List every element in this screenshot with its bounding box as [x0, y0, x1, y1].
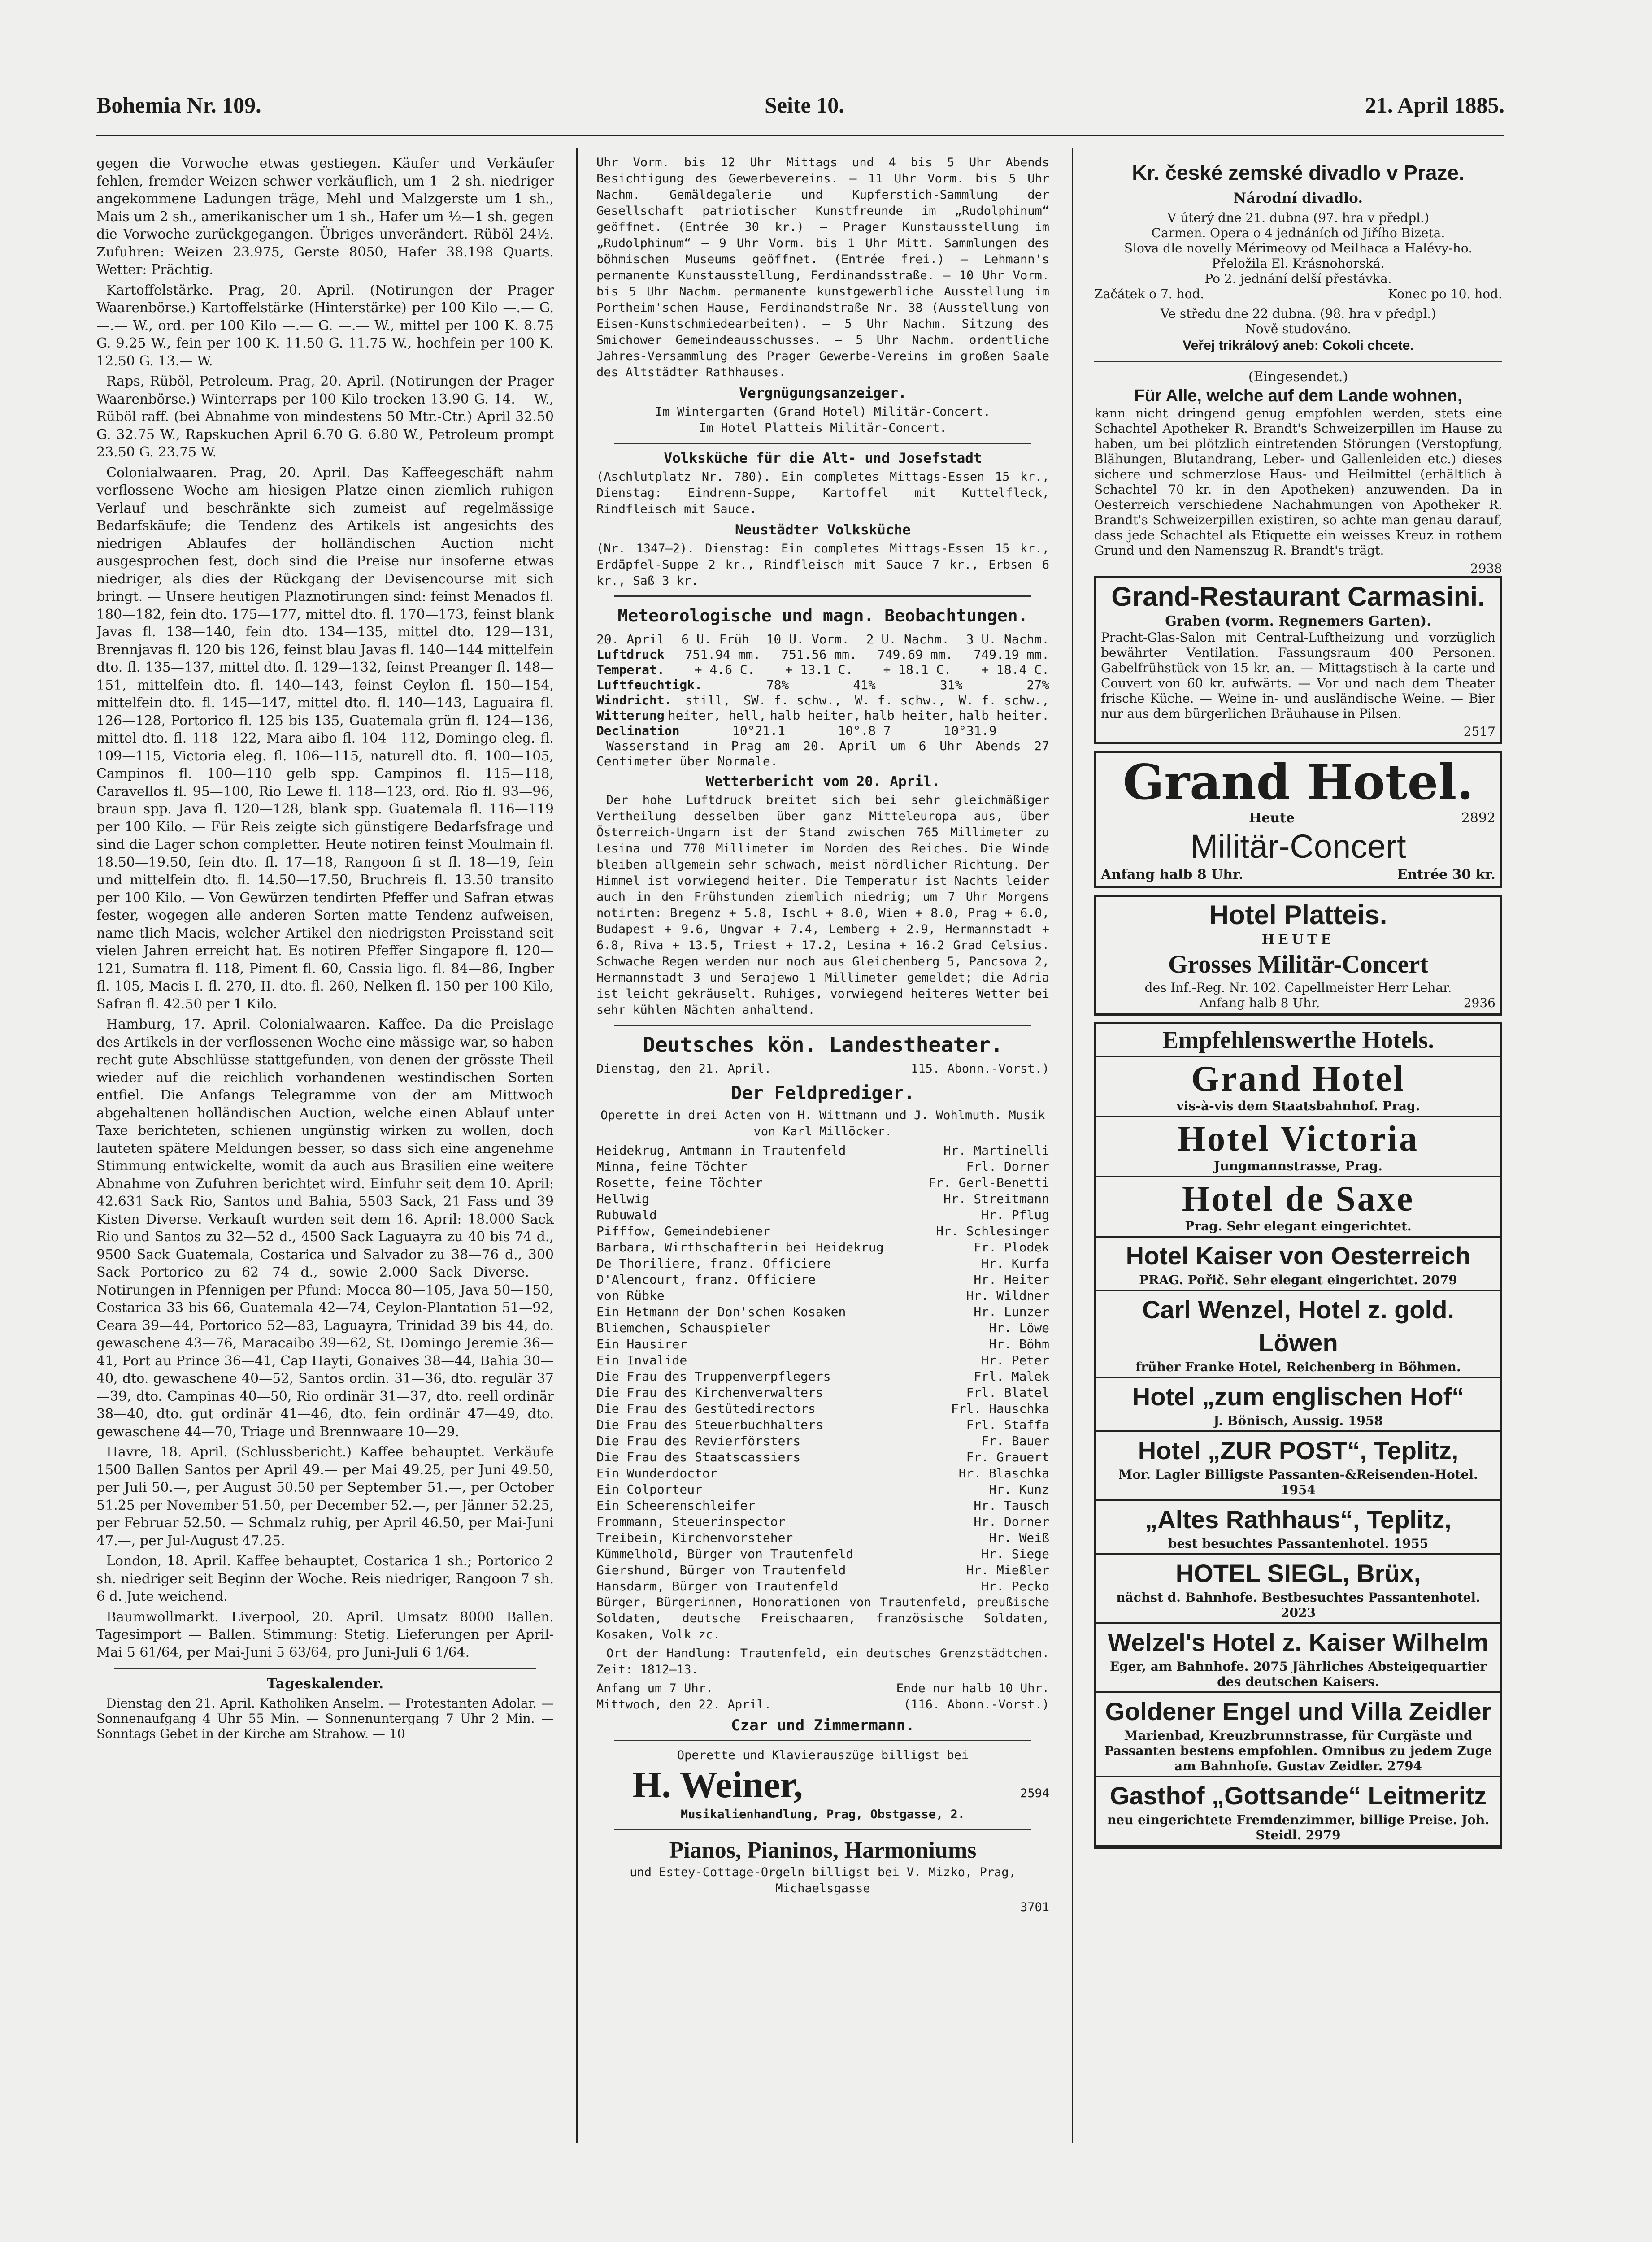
- weather-label: Windricht.: [596, 693, 672, 708]
- eingesendet-text: kann nicht dringend genug empfohlen werden, stets eine Schachtel Apotheker R. Brandt's Schweizerpillen im Hause zu haben, um bei plötzlich eintretenden Störungen (Verstopfung, Blähungen, Blutandrang, Leber- und Gallenleiden etc.) dieses sichere und schmerzlose Haus- und Heilmittel (erhältlich à Schachtel 70 kr. in den Apotheken) anzuwenden. Da in Oesterreich verschiedene Nachahmungen von Apotheker R. Brandt's Schweizerpillen existiren, so achte man genau darauf, dass jede Schachtel als Etiquette ein weisses Kreuz in rothem Grund und den Namenszug R. Brandt's trägt.: [1094, 405, 1502, 558]
- cast-actor: Frl. Staffa: [966, 1417, 1049, 1432]
- recommended-hotels: [1094, 1022, 1502, 1849]
- cast-row: [596, 1482, 1049, 1498]
- weather-row: [596, 693, 1049, 708]
- weiner-name: H. Weiner,: [632, 1764, 803, 1806]
- cast-actor: Frl. Malek: [974, 1369, 1049, 1384]
- cast-row: [596, 1159, 1049, 1175]
- cast-role: Treibein, Kirchenvorsteher: [596, 1530, 793, 1545]
- advertisements-column: [1094, 155, 1502, 2141]
- hotel-name: Hotel Kaiser von Oesterreich: [1126, 1241, 1471, 1270]
- eingesendet-headline: Für Alle, welche auf dem Lande wohnen,: [1134, 386, 1462, 405]
- cast-actor: Hr. Blaschka: [958, 1466, 1049, 1481]
- cast-actor: Hr. Wildner: [966, 1288, 1049, 1303]
- carmasini-ad: [1094, 576, 1502, 745]
- theatre-extras: Bürger, Bürgerinnen, Honorationen von Trautenfeld, preußische Soldaten, deutsche Freischaaren, französische Soldaten, Kosaken, Volk zc.: [596, 1595, 1049, 1642]
- weather-label: Declination: [596, 723, 680, 738]
- market-paragraph: gegen die Vorwoche etwas gestiegen. Käufer und Verkäufer fehlen, fremder Weizen schwer verkäuflich, um 1—2 sh. niedriger angekommene Ladungen träge, Mehl und Malzgerste um 1 sh., Mais um 2 sh., amerikanischer um 1 sh., Hafer um ½—1 sh. gegen die Vorwoche zurückgegangen. Übriges unverändert. Rüböl 24½. Zufuhren: Weizen 23.975, Gerste 8050, Hafer 38.198 Quarts. Wetter: Prächtig.: [96, 156, 554, 278]
- czech-theatre-play: Veřej trikrálový aneb: Cokoli chcete.: [1182, 338, 1414, 353]
- entertainment-item: Im Hotel Platteis Militär-Concert.: [699, 421, 947, 435]
- hotel-entry: [1096, 1177, 1500, 1238]
- cast-row: [596, 1352, 1049, 1369]
- hotel-name: Hotel de Saxe: [1182, 1179, 1415, 1219]
- cast-role: Ein Hausirer: [596, 1337, 687, 1351]
- hotel-entry: [1096, 1501, 1500, 1555]
- weather-row: [596, 662, 1049, 678]
- hotel-platteis-ad: [1094, 895, 1502, 1016]
- weather-value: 10°.8 7: [838, 723, 891, 738]
- pianos-number: 3701: [1020, 1900, 1049, 1914]
- cast-row: [596, 1304, 1049, 1320]
- hotel-details: Jungmannstrasse, Prag.: [1214, 1158, 1382, 1173]
- hotel-details: J. Bönisch, Aussig. 1958: [1213, 1413, 1383, 1428]
- forecast-title: Wetterbericht vom 20. April.: [705, 773, 940, 790]
- hotel-entry: [1096, 1624, 1500, 1693]
- weather-value: 41%: [853, 678, 876, 692]
- cast-row: [596, 1175, 1049, 1191]
- cast-role: De Thoriliere, franz. Officiere: [596, 1256, 831, 1271]
- next-abonnement: (116. Abonn.-Vorst.): [903, 1698, 1049, 1712]
- divider: [614, 1740, 1031, 1741]
- cast-actor: Hr. Streitmann: [943, 1191, 1049, 1206]
- cast-role: Heidekrug, Amtmann in Trautenfeld: [596, 1143, 846, 1158]
- cast-role: Die Frau des Truppenverpflegers: [596, 1369, 831, 1384]
- platteis-start: Anfang halb 8 Uhr.: [1200, 995, 1320, 1010]
- cast-role: Hansdarm, Bürger von Trautenfeld: [596, 1579, 839, 1594]
- cast-role: Bliemchen, Schauspieler: [596, 1321, 770, 1335]
- weather-row: [596, 708, 1049, 723]
- market-paragraph: Havre, 18. April. (Schlussbericht.) Kaffee behauptet. Verkäufe 1500 Ballen Santos per April 49.— per Mai 49.25, per Juni 49.50, per Juli 50.—, per August 50.50 per September 51.—, per October 51.25 per November 51.50, per December 52.—, per Jänner 52.25, per Februar 52.50. — Schmalz ruhig, per April 46.50, per Mai-Juni 47.—, per Jul-August 47.25.: [96, 1444, 554, 1549]
- cast-actor: Hr. Löwe: [989, 1321, 1049, 1335]
- cast-actor: Fr. Plodek: [974, 1240, 1049, 1255]
- carmasini-text: Pracht-Glas-Salon mit Central-Luftheizung und vorzüglich bewährter Ventilation. Fassungsraum 400 Personen. Gabelfrühstück von 15 kr. an. — Mittagstisch à la carte und Couvert von 60 kr. aufwärts. — Vor und nach dem Theater frische Küche. — Weine in- und ausländische Weine. — Bier nur aus dem bürgerlichen Bräuhause in Pilsen.: [1101, 630, 1495, 721]
- local-notices-column: [596, 155, 1049, 2141]
- pianos-title: Pianos, Pianinos, Harmoniums: [669, 1838, 977, 1863]
- calendar-text: Dienstag den 21. April. Katholiken Anselm. — Protestanten Adolar. — Sonnenaufgang 4 Uhr 55 Min. — Sonnenuntergang 7 Uhr 2 Min. — Sonntags Gebet in der Kirche am Strahow. — 10: [96, 1695, 554, 1741]
- weather-value: heiter, hell,: [668, 708, 766, 723]
- cast-row: [596, 1530, 1049, 1546]
- weather-label: Witterung: [596, 708, 665, 723]
- cast-role: Pifffow, Gemeindebiener: [596, 1224, 770, 1238]
- weather-value: 10°21.1: [732, 723, 786, 738]
- weather-row: [596, 678, 1049, 693]
- weather-value: 10°31.9: [943, 723, 997, 738]
- czech-theatre-line: Nově studováno.: [1245, 321, 1352, 336]
- kitchen-title: Volksküche für die Alt- und Josefstadt: [664, 450, 982, 466]
- cast-row: [596, 1385, 1049, 1401]
- hotel-details: neu eingerichtete Fremdenzimmer, billige Preise. Joh. Steidl. 2979: [1107, 1812, 1490, 1842]
- column-rule-2: [1072, 148, 1073, 2143]
- weather-title: Meteorologische und magn. Beobachtungen.: [617, 606, 1028, 626]
- weather-value: still,: [685, 693, 730, 708]
- divider: [614, 1025, 1031, 1026]
- hotel-entry: [1096, 1693, 1500, 1777]
- cast-role: Die Frau des Revierförsters: [596, 1434, 801, 1448]
- hotel-entry: [1096, 1057, 1500, 1117]
- cast-role: Kümmelhold, Bürger von Trautenfeld: [596, 1547, 854, 1561]
- czech-start: Začátek o 7. hod.: [1094, 286, 1204, 301]
- hotel-details: Marienbad, Kreuzbrunnstrasse, für Curgäste und Passanten bestens empfohlen. Omnibus zu jedem Zuge am Bahnhofe. Gustav Zeidler. 2794: [1104, 1728, 1492, 1773]
- weather-value: SW. f. schw.,: [743, 693, 842, 708]
- hotel-entry: [1096, 1432, 1500, 1501]
- grand-hotel-title: Grand Hotel.: [1122, 754, 1474, 811]
- cast-row: [596, 1272, 1049, 1288]
- cast-actor: Hr. Mießler: [966, 1563, 1049, 1577]
- divider: [614, 443, 1031, 444]
- market-paragraph: Baumwollmarkt. Liverpool, 20. April. Umsatz 8000 Ballen. Tagesimport — Ballen. Stimmung: Stetig. Lieferungen per April-Mai 5 61/64, per Mai-Juni 5 63/64, pro Juni-Juli 6 1/64.: [96, 1609, 554, 1660]
- carmasini-title: Grand-Restaurant Carmasini.: [1111, 581, 1485, 612]
- hotel-name: HOTEL SIEGL, Brüx,: [1175, 1559, 1421, 1587]
- next-performance-row: [596, 1697, 1049, 1713]
- weather-time: 3 U. Nachm.: [966, 632, 1049, 647]
- market-paragraph: Kartoffelstärke. Prag, 20. April. (Notirungen der Prager Waarenbörse.) Kartoffelstärke (Hinterstärke) per 100 Kilo —.— G. —.— W., ord. per 100 Kilo —.— G. —.— W., mittel per 100 K. 8.75 G. 9.25 W., fein per 100 K. 11.50 G. 11.75 W., hochfein per 100 K. 12.50 G. 13.— W.: [96, 282, 554, 369]
- cast-row: [596, 1369, 1049, 1385]
- calendar-title: Tageskalender.: [266, 1676, 384, 1692]
- cast-role: Giershund, Bürger von Trautenfeld: [596, 1563, 846, 1577]
- weiner-number: 2594: [1020, 1786, 1049, 1800]
- cast-row: [596, 1465, 1049, 1482]
- cast-actor: Frl. Blatel: [966, 1385, 1049, 1400]
- grand-hotel-info: [1101, 866, 1495, 884]
- cast-row: [596, 1449, 1049, 1465]
- grand-hotel-entry: Entrée 30 kr.: [1397, 866, 1495, 882]
- eingesendet-number: 2938: [1470, 560, 1502, 576]
- cast-role: Minna, feine Töchter: [596, 1159, 748, 1174]
- hotel-details: PRAG. Pořič. Sehr elegant eingerichtet. 2079: [1139, 1272, 1457, 1287]
- kitchen-text: (Nr. 1347—2). Dienstag: Ein completes Mittags-Essen 15 kr., Erdäpfel-Suppe 2 kr., Rindfleisch mit Sauce 7 kr., Erbsen 6 kr., Saß 3 kr.: [596, 542, 1049, 588]
- market-paragraph: Raps, Rüböl, Petroleum. Prag, 20. April. (Notirungen der Prager Waarenbörse.) Winterraps per 100 Kilo trocken 13.90 G. 14.— W., Rüböl raff. (bei Abnahme von mindestens 50 Mtr.-Ctr.) April 32.50 G. 32.75 W., Rapskuchen April 6.70 G. 6.80 W., Petroleum prompt 23.50 G. 23.75 W.: [96, 374, 554, 460]
- cast-role: Die Frau des Kirchenverwalters: [596, 1385, 823, 1400]
- next-play: Czar und Zimmermann.: [731, 1716, 915, 1734]
- cast-row: [596, 1498, 1049, 1514]
- cast-role: Ein Scheerenschleifer: [596, 1498, 756, 1513]
- platteis-concert: Grosses Militär-Concert: [1168, 950, 1429, 978]
- weiner-address: Musikalienhandlung, Prag, Obstgasse, 2.: [681, 1808, 965, 1821]
- play-subtitle: Operette in drei Acten von H. Wittmann und J. Wohlmuth. Musik von Karl Millöcker.: [600, 1108, 1045, 1138]
- cast-role: Hellwig: [596, 1191, 650, 1206]
- hotel-entry: [1096, 1777, 1500, 1847]
- cast-actor: Hr. Pflug: [981, 1208, 1049, 1222]
- cast-row: [596, 1336, 1049, 1352]
- weather-value: W. f. schw.,: [855, 693, 946, 708]
- weather-value: 27%: [1026, 678, 1049, 692]
- hotel-name: Gasthof „Gottsande“ Leitmeritz: [1109, 1781, 1487, 1810]
- cast-role: Ein Wunderdoctor: [596, 1466, 717, 1481]
- theatre-end: Ende nur halb 10 Uhr.: [896, 1682, 1049, 1695]
- platteis-title: Hotel Platteis.: [1209, 900, 1387, 930]
- platteis-text: des Inf.-Reg. Nr. 102. Capellmeister Herr Lehar.: [1144, 980, 1452, 995]
- carmasini-subtitle: Graben (vorm. Regnemers Garten).: [1165, 613, 1431, 629]
- hotel-entry: [1096, 1555, 1500, 1624]
- weather-time: 2 U. Nachm.: [866, 632, 949, 647]
- hotel-entry: [1096, 1117, 1500, 1177]
- weather-value: 751.94 mm.: [685, 647, 761, 662]
- weather-value: 751.56 mm.: [781, 647, 857, 662]
- czech-theatre-line: Ve středu dne 22 dubna. (98. hra v předpl.): [1160, 306, 1436, 321]
- weather-value: + 13.1 C.: [785, 662, 853, 677]
- cast-row: [596, 1143, 1049, 1159]
- hotel-name: Grand Hotel: [1191, 1059, 1405, 1099]
- next-date: Mittwoch, den 22. April.: [596, 1698, 772, 1712]
- weather-label: Luftdruck: [596, 647, 665, 662]
- hotel-entry: [1096, 1291, 1500, 1378]
- header-rule: [96, 135, 1504, 136]
- hotel-name: Welzel's Hotel z. Kaiser Wilhelm: [1108, 1628, 1489, 1656]
- cast-actor: Hr. Dorner: [974, 1514, 1049, 1529]
- weather-label: Luftfeuchtigk.: [596, 678, 703, 692]
- cast-list: [596, 1143, 1049, 1595]
- czech-end: Konec po 10. hod.: [1387, 286, 1502, 301]
- theatre-abonnement: 115. Abonn.-Vorst.): [911, 1062, 1049, 1076]
- market-paragraph: Colonialwaaren. Prag, 20. April. Das Kaffeegeschäft nahm verflossene Woche am hiesigen Platze einen ziemlich ruhigen Verlauf und beschränkte sich zumeist auf regelmässige Bedarfskäufe; die Tendenz des Artikels ist angesichts des niedrigen Ablaufes der holländischen Auction nicht ausgesprochen fest, doch sind die Preise nur insoferne etwas niedriger, als dies der Rückgang der Devisencourse mit sich bringt. — Unsere heutigen Plaznotirungen sind: feinst Menados fl. 180—182, fein dto. 175—177, mittel dto. fl. 170—173, feinst blank Javas fl. 138—140, fein dto. 134—135, mittel dto. 129—131, Brennjavas fl. 120 bis 126, feinst blau Javas fl. 140—144 mittelfein dto. fl. 135—137, mittel dto. fl. 129—132, feinst Preanger fl. 148—151, mittelfein dto. fl. 140—143, feinst Ceylon fl. 150—154, mittelfein dto. fl. 145—147, mittel dto. fl. 140—143, Laguaira fl. 126—128, Portorico fl. 125 bis 135, Guatemala grün fl. 124—136, mittel dto. fl. 118—122, Mara aibo fl. 104—112, Domingo eleg. fl. 109—115, Victoria eleg. fl. 106—115, naturell dto. fl. 100—105, Campinos fl. 100—110 gelb spp. Campinos fl. 115—118, Caravellos fl. 95—100, Rio Lewe fl. 118—123, ord. Rio fl. 93—96, braun spp. Java fl. 120—128, blank spp. Guatemala fl. 116—119 per 100 Kilo. — Für Reis zeigte sich günstigere Bedarfsfrage und sind die Lager schon completter. Heute notiren feinst Moulmain fl. 18.50—19.50, fein dto. fl. 17—18, Rangoon fi st fl. 18—19, fein und mittelfein dto. fl. 14.50—17.50, Bruchreis fl. 13.50 transito per 100 Kilo. — Von Gewürzen tendirten Pfeffer und Safran etwas fester, wogegen alle anderen Sorten matte Tendenz aufweisen, name tlich Macis, welcher Artikel den niedrigsten Preisstand seit vielen Jahren erreicht hat. Es notiren Pfeffer Singapore fl. 120—121, Sumatra fl. 118, Piment fl. 60, Cassia ligo. fl. 84—86, Ingber fl. 105, Macis I. fl. 270, II. dto. fl. 260, Nelken fl. 150 per 100 Kilo, Safran fl. 42.50 per 1 Kilo.: [96, 465, 554, 1012]
- czech-theatre-line: Slova dle novelly Mérimeovy od Meilhaca a Halévy-ho.: [1124, 240, 1473, 256]
- czech-theatre-line: Carmen. Opera o 4 jednáních od Jiřího Bizeta.: [1151, 225, 1445, 240]
- cast-row: [596, 1401, 1049, 1417]
- theatre-times: [596, 1681, 1049, 1697]
- hotel-entry: [1096, 1378, 1500, 1432]
- weather-value: halb heiter,: [864, 708, 955, 723]
- cast-actor: Hr. Pecko: [981, 1579, 1049, 1594]
- grand-hotel-concert: Militär-Concert: [1190, 827, 1406, 865]
- weather-label: Temperat.: [596, 662, 665, 677]
- column-rule-1: [576, 148, 578, 2143]
- issue-number: Bohemia Nr. 109.: [96, 92, 261, 117]
- weiner-tagline: Operette und Klavierauszüge billigst bei: [677, 1748, 969, 1762]
- cast-role: Frommann, Steuerinspector: [596, 1514, 786, 1529]
- hotel-details: Eger, am Bahnhofe. 2075 Jährliches Absteigequartier des deutschen Kaisers.: [1109, 1659, 1487, 1689]
- hotel-details: Prag. Sehr elegant eingerichtet.: [1185, 1218, 1412, 1234]
- weather-value: W. f. schw.,: [958, 693, 1049, 708]
- cast-actor: Frl. Dorner: [966, 1159, 1049, 1174]
- water-level: Wasserstand in Prag am 20. April um 6 Uhr Abends 27 Centimeter über Normale.: [596, 739, 1049, 769]
- grand-hotel-number: 2892: [1461, 810, 1495, 826]
- cast-actor: Hr. Martinelli: [943, 1143, 1049, 1158]
- cast-actor: Hr. Weiß: [989, 1530, 1049, 1545]
- cast-row: [596, 1223, 1049, 1239]
- cast-role: Ein Colporteur: [596, 1482, 703, 1497]
- divider: [614, 595, 1031, 597]
- czech-theatre-line: Po 2. jednání delší přestávka.: [1204, 271, 1392, 286]
- cast-row: [596, 1546, 1049, 1562]
- cast-row: [596, 1514, 1049, 1530]
- hotel-details: früher Franke Hotel, Reichenberg in Böhmen.: [1135, 1359, 1461, 1374]
- weather-value: 78%: [766, 678, 789, 692]
- cast-actor: Hr. Siege: [981, 1547, 1049, 1561]
- play-title: Der Feldprediger.: [731, 1083, 915, 1104]
- forecast-text: Der hohe Luftdruck breitet sich bei sehr gleichmäßiger Vertheilung desselben über ganz Mitteleuropa aus, über Österreich-Ungarn ist der Stand zwischen 765 Millimeter zu Lesina und 770 Millimeter im Norden des Reiches. Die Winde bleiben allgemein sehr schwach, meist nördlicher Richtung. Der Himmel ist vorwiegend heiter. Die Temperatur ist Nachts leider auch in den Frühstunden ziemlich niedrig; um 7 Uhr Morgens notirten: Bregenz + 5.8, Ischl + 8.0, Wien + 8.0, Prag + 6.0, Budapest + 9.6, Ungvar + 7.4, Lemberg + 2.9, Hermannstadt + 6.8, Riva + 13.5, Triest + 17.2, Lesina + 16.2 Grad Celsius. Schwache Regen werden nur noch aus Gleichenberg 5, Pancsova 2, Hermannstadt 3 und Serajewo 1 Millimeter gemeldet; die Adria ist leicht gekräuselt. Ruhiges, vorwiegend heiteres Wetter bei sehr kühlen Nächten anhaltend.: [596, 793, 1049, 1017]
- theatre-date: Dienstag, den 21. April.: [596, 1062, 772, 1076]
- cast-role: Die Frau des Steuerbuchhalters: [596, 1417, 823, 1432]
- page-header: [96, 92, 1504, 128]
- cast-actor: Fr. Grauert: [966, 1450, 1049, 1464]
- hotel-entry: [1096, 1238, 1500, 1291]
- cast-row: [596, 1239, 1049, 1256]
- cast-role: Barbara, Wirthschafterin bei Heidekrug: [596, 1240, 884, 1255]
- market-paragraph: Hamburg, 17. April. Colonialwaaren. Kaffee. Da die Preislage des Artikels in der verflossenen Woche eine mässige war, so haben recht gute Abschlüsse stattgefunden, von denen der grösste Theil wieder auf die reichlich vorhandenen westindischen Sorten entfiel. Die Anfangs Telegramme von der am Mittwoch abgehaltenen holländischen Auction, welche einen Ablauf unter Taxe berichteten, schienen ungünstig wirken zu wollen, doch lauteten spätere Meldungen besser, so dass sich eine angenehme Stimmung entwickelte, womit da auch aus Brasilien eine weitere Abnahme von Zufuhren berichtet wird. Einfuhr seit dem 10. April: 42.631 Sack Rio, Santos und Bahia, 5503 Sack, 21 Fass und 39 Kisten Diverse. Verkauft wurden seit dem 16. April: 18.000 Sack Rio und Santos zu 32—52 d., 4500 Sack Laguayra zu 40 bis 74 d., 9500 Sack Guatemala, Costarica und Salvador zu 38—76 d., 300 Sack Portorico zu 62—74 d., sowie 2.000 Sack Diverse. — Notirungen in Pfennigen per Pfund: Mocca 80—105, Java 50—150, Costarica 33 bis 66, Guatemala 42—74, Ceylon-Plantation 51—92, Ceara 39—44, Portorico 52—83, Laguayra, Trinidad 39 bis 44, do. gewaschene 43—76, Maracaibo 39—62, St. Domingo Jeremie 36—41, Port au Prince 36—41, Cap Hayti, Gonaives 38—44, Bahia 30—40, dto. gewaschene 40—52, Santos ordin. 31—36, dto. regulär 37—39, dto. Campinas 40—50, Rio ordinär 31—37, dto. reell ordinär 38—40, dto. gut ordinär 41—46, dto. fein ordinär 47—49, dto. gewaschene 44—70, Triage und Brennwaare 10—29.: [96, 1017, 554, 1440]
- cast-row: [596, 1417, 1049, 1433]
- eingesendet-title: (Eingesendet.): [1248, 369, 1348, 385]
- weather-value: 31%: [939, 678, 963, 692]
- calendar-continued: Uhr Vorm. bis 12 Uhr Mittags und 4 bis 5 Uhr Abends Besichtigung des Gewerbevereins. — 11 Uhr Vorm. bis 5 Uhr Nachm. Gemäldegalerie und Kupferstich-Sammlung der Gesellschaft patriotischer Kunstfreunde im „Rudolphinum“ geöffnet. (Entrée 30 kr.) — Prager Kunstausstellung im „Rudolphinum“ — 9 Uhr Vorm. bis 1 Uhr Mitt. Sammlungen des böhmischen Museums geöffnet. (Entrée frei.) — Lehmann's permanente Kunstausstellung, Ferdinandsstraße. — 10 Uhr Vorm. bis 5 Uhr Nachm. permanente kunstgewerbliche Ausstellung im Portheim'schen Hause, Ferdinandstraße Nr. 38 (Ausstellung von Eisen-Kunstschmiedearbeiten). — 5 Uhr Nachm. Sitzung des Smichower Gemeindeausschusses. — 5 Uhr Nachm. ordentliche Jahres-Versammlung des Prager Gewerbe-Vereins im großen Saale des Altstädter Rathhauses.: [596, 156, 1049, 379]
- cast-actor: Fr. Gerl-Benetti: [928, 1175, 1049, 1190]
- kitchen-text: (Aschlutplatz Nr. 780). Ein completes Mittags-Essen 15 kr., Dienstag: Eindrenn-Suppe, Kartoffel mit Kuttelfleck, Rindfleisch mit Sauce.: [596, 470, 1049, 516]
- hotel-details: nächst d. Bahnhofe. Bestbesuchtes Passantenhotel. 2023: [1116, 1590, 1480, 1620]
- cast-actor: Hr. Schlesinger: [936, 1224, 1049, 1238]
- cast-actor: Hr. Tausch: [974, 1498, 1049, 1513]
- hotel-name: Hotel „zum englischen Hof“: [1132, 1382, 1465, 1411]
- weather-value: 749.19 mm.: [974, 647, 1049, 662]
- cast-row: [596, 1288, 1049, 1304]
- platteis-today: HEUTE: [1261, 932, 1335, 947]
- weather-time: 6 U. Früh: [681, 632, 749, 647]
- cast-actor: Frl. Hauschka: [951, 1401, 1049, 1416]
- entertainment-title: Vergnügungsanzeiger.: [739, 385, 907, 401]
- cast-role: Die Frau des Staatscassiers: [596, 1450, 801, 1464]
- weather-value: halb heiter,: [769, 708, 861, 723]
- cast-actor: Hr. Peter: [981, 1353, 1049, 1368]
- grand-hotel-start: Anfang halb 8 Uhr.: [1101, 866, 1243, 882]
- cast-row: [596, 1207, 1049, 1223]
- weiner-ad: [596, 1764, 1049, 1807]
- weather-value: + 18.4 C.: [981, 662, 1049, 677]
- hotel-list: [1096, 1057, 1500, 1847]
- cast-actor: Hr. Kunz: [989, 1482, 1049, 1497]
- cast-actor: Hr. Heiter: [974, 1272, 1049, 1287]
- page-number: Seite 10.: [765, 92, 844, 117]
- platteis-info: [1101, 995, 1495, 1011]
- cast-actor: Hr. Kurfa: [981, 1256, 1049, 1271]
- divider: [614, 1829, 1031, 1830]
- cast-role: von Rübke: [596, 1288, 665, 1303]
- weather-value: + 18.1 C.: [883, 662, 952, 677]
- cast-actor: Hr. Lunzer: [974, 1304, 1049, 1319]
- czech-theatre-title: Kr. české zemské divadlo v Praze.: [1132, 161, 1465, 184]
- divider: [114, 1668, 536, 1669]
- weather-value: 749.69 mm.: [877, 647, 953, 662]
- entertainment-item: Im Wintergarten (Grand Hotel) Militär-Concert.: [655, 405, 991, 419]
- weather-row: [596, 647, 1049, 662]
- weather-value: halb heiter.: [958, 708, 1049, 723]
- weather-row: [596, 723, 1049, 739]
- czech-theatre-times: [1094, 287, 1502, 302]
- platteis-number: 2936: [1463, 995, 1495, 1010]
- weather-date: 20. April: [596, 632, 665, 647]
- pianos-text: und Estey-Cottage-Orgeln billigst bei V. Mizko, Prag, Michaelsgasse: [630, 1865, 1016, 1895]
- theatre-title: Deutsches kön. Landestheater.: [643, 1033, 1003, 1057]
- hotel-details: vis-à-vis dem Staatsbahnhof. Prag.: [1176, 1098, 1420, 1113]
- cast-actor: Fr. Bauer: [981, 1434, 1049, 1448]
- divider: [1094, 361, 1502, 362]
- carmasini-number: 2517: [1463, 724, 1495, 739]
- grand-hotel-today: Heute: [1249, 810, 1295, 826]
- grand-hotel-ad: [1094, 751, 1502, 888]
- hotels-title: Empfehlenswerthe Hotels.: [1096, 1024, 1500, 1057]
- issue-date: 21. April 1885.: [1365, 92, 1504, 117]
- czech-theatre-subtitle: Národní divadlo.: [1233, 190, 1363, 206]
- hotel-name: „Altes Rathhaus“, Teplitz,: [1145, 1505, 1452, 1534]
- grand-hotel-today-row: [1101, 809, 1495, 827]
- hotel-name: Hotel Victoria: [1177, 1119, 1419, 1159]
- weather-time: 10 U. Vorm.: [766, 632, 849, 647]
- czech-theatre-line: Přeložila El. Krásnohorská.: [1212, 256, 1385, 271]
- cast-role: Rosette, feine Töchter: [596, 1175, 763, 1190]
- kitchen-title: Neustädter Volksküche: [735, 522, 911, 538]
- market-paragraph: London, 18. April. Kaffee behauptet, Costarica 1 sh.; Portorico 2 sh. niedriger seit Beginn der Woche. Reis niedriger, Rangoon 7 sh. 6 d. Jute weichend.: [96, 1553, 554, 1604]
- theatre-place: Ort der Handlung: Trautenfeld, ein deutsches Grenzstädtchen. Zeit: 1812—13.: [596, 1647, 1049, 1677]
- cast-row: [596, 1433, 1049, 1449]
- cast-row: [596, 1578, 1049, 1595]
- theatre-date-row: [596, 1061, 1049, 1077]
- hotel-name: Hotel „ZUR POST“, Teplitz,: [1138, 1436, 1459, 1464]
- cast-row: [596, 1191, 1049, 1207]
- cast-role: D'Alencourt, franz. Officiere: [596, 1272, 816, 1287]
- cast-row: [596, 1256, 1049, 1272]
- weather-value: + 4.6 C.: [694, 662, 755, 677]
- cast-role: Die Frau des Gestütedirectors: [596, 1401, 816, 1416]
- cast-row: [596, 1562, 1049, 1578]
- cast-role: Ein Hetmann der Don'schen Kosaken: [596, 1304, 846, 1319]
- hotel-details: best besuchtes Passantenhotel. 1955: [1168, 1536, 1429, 1551]
- weather-time-row: [596, 632, 1049, 647]
- hotel-details: Mor. Lagler Billigste Passanten-&Reisenden-Hotel. 1954: [1118, 1467, 1478, 1497]
- theatre-start: Anfang um 7 Uhr.: [596, 1682, 713, 1695]
- cast-role: Ein Invalide: [596, 1353, 687, 1368]
- czech-theatre-line: V úterý dne 21. dubna (97. hra v předpl.): [1167, 210, 1430, 225]
- hotel-name: Goldener Engel und Villa Zeidler: [1105, 1697, 1491, 1725]
- cast-actor: Hr. Böhm: [989, 1337, 1049, 1351]
- hotel-name: Carl Wenzel, Hotel z. gold. Löwen: [1142, 1295, 1454, 1357]
- cast-role: Rubuwald: [596, 1208, 657, 1222]
- market-reports-column: [96, 155, 554, 2137]
- cast-row: [596, 1320, 1049, 1336]
